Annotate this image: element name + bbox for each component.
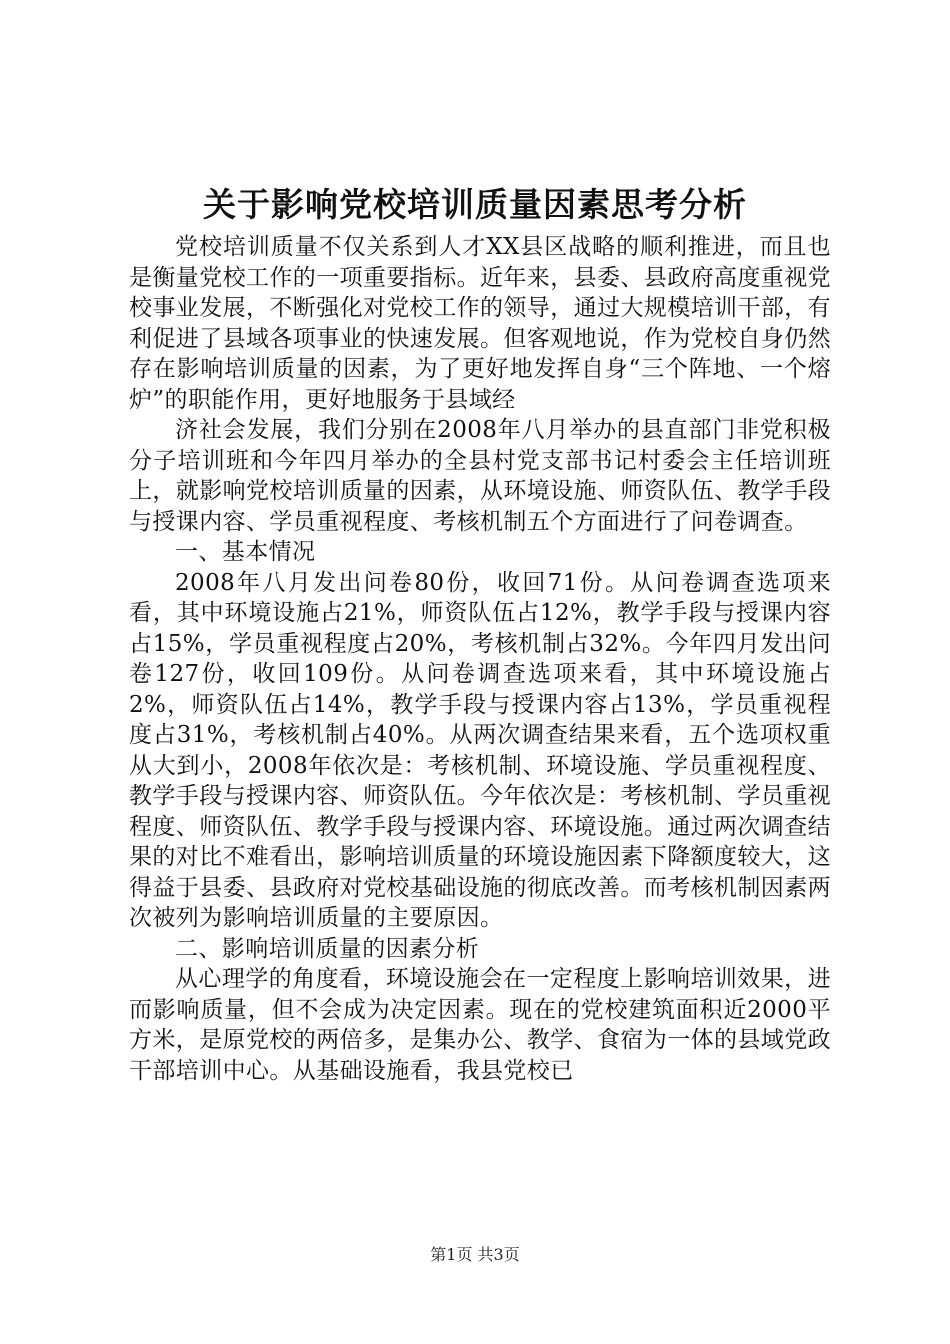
paragraph-intro: 党校培训质量不仅关系到人才XX县区战略的顺利推进，而且也是衡量党校工作的一项重要指标。近年来，县委、县政府高度重视党校事业发展，不断强化对党校工作的领导，通过大规模培训干部，有利促进了县域各项事业的快速发展。但客观地说，作为党校自身仍然存在影响培训质量的因素，为了更好地发挥自身“三个阵地、一个熔炉”的职能作用，更好地服务于县域经: [129, 234, 831, 413]
paragraph-analysis: 从心理学的角度看，环境设施会在一定程度上影响培训效果，进而影响质量，但不会成为决定因素。现在的党校建筑面积近2000平方米，是原党校的两倍多，是集办公、教学、食宿为一体的县域党政干部培训中心。从基础设施看，我县党校已: [129, 966, 831, 1084]
paragraph-survey: 济社会发展，我们分别在2008年八月举办的县直部门非党积极分子培训班和今年四月举办的全县村党支部书记村委会主任培训班上，就影响党校培训质量的因素，从环境设施、师资队伍、教学手段与授课内容、学员重视程度、考核机制五个方面进行了问卷调查。: [129, 417, 831, 535]
section-heading-analysis: 二、影响培训质量的因素分析: [175, 935, 480, 962]
section-heading-basic: 一、基本情况: [175, 539, 316, 565]
document-body: [129, 232, 831, 1086]
paragraph-basic-situation: 2008年八月发出问卷80份，收回71份。从问卷调查选项来看，其中环境设施占21%，师资队伍占12%，教学手段与授课内容占15%，学员重视程度占20%，考核机制占32%。今年四月发出问卷127份，收回109份。从问卷调查选项来看，其中环境设施占2%，师资队伍占14%，教学手段与授课内容占13%，学员重视程度占31%，考核机制占40%。从两次调查结果来看，五个选项权重从大到小，2008年依次是：考核机制、环境设施、学员重视程度、教学手段与授课内容、师资队伍。今年依次是：考核机制、学员重视程度、师资队伍、教学手段与授课内容、环境设施。通过两次调查结果的对比不难看出，影响培训质量的环境设施因素下降额度较大，这得益于县委、县政府对党校基础设施的彻底改善。而考核机制因素两次被列为影响培训质量的主要原因。: [129, 569, 831, 931]
page-footer: 第1页 共3页: [430, 1245, 520, 1264]
document-title: 关于影响党校培训质量因素思考分析: [203, 185, 747, 224]
